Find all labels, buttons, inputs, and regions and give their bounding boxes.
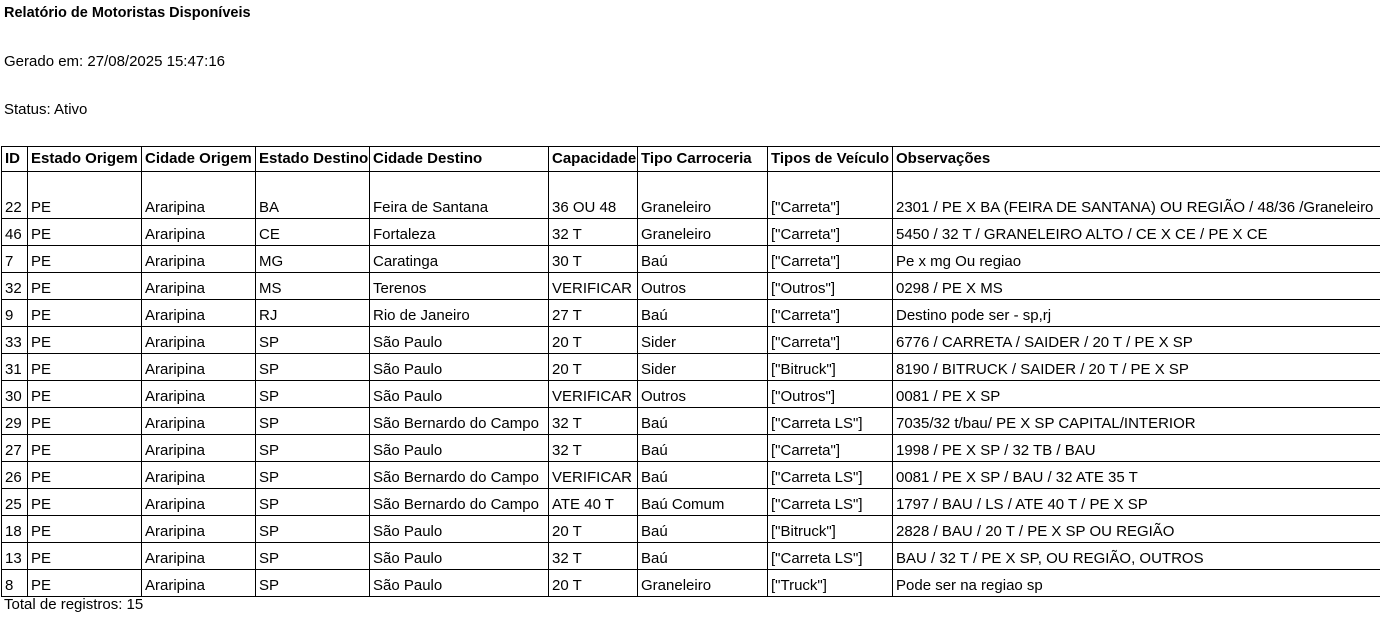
- cell-id: 18: [2, 516, 28, 543]
- header-observacoes: Observações: [893, 147, 1380, 172]
- cell-observacoes: BAU / 32 T / PE X SP, OU REGIÃO, OUTROS: [893, 543, 1380, 570]
- cell-cidade-destino: Caratinga: [370, 246, 549, 273]
- cell-estado-destino: SP: [256, 489, 370, 516]
- cell-id: 26: [2, 462, 28, 489]
- cell-tipo-carroceria: Sider: [638, 354, 768, 381]
- cell-id: 30: [2, 381, 28, 408]
- table-row: [2, 219, 1380, 246]
- cell-id: 13: [2, 543, 28, 570]
- cell-cidade-destino: São Bernardo do Campo: [370, 462, 549, 489]
- cell-id: 29: [2, 408, 28, 435]
- cell-estado-origem: PE: [28, 462, 142, 489]
- cell-tipos-veiculo: ["Carreta"]: [768, 172, 893, 219]
- cell-tipo-carroceria: Baú: [638, 408, 768, 435]
- cell-cidade-destino: São Bernardo do Campo: [370, 489, 549, 516]
- cell-id: 25: [2, 489, 28, 516]
- cell-cidade-destino: São Paulo: [370, 570, 549, 597]
- cell-tipo-carroceria: Sider: [638, 327, 768, 354]
- cell-id: 22: [2, 172, 28, 219]
- header-tipo-carroceria: Tipo Carroceria: [638, 147, 768, 172]
- cell-estado-destino: SP: [256, 354, 370, 381]
- cell-cidade-origem: Araripina: [142, 462, 256, 489]
- cell-estado-destino: MS: [256, 273, 370, 300]
- cell-estado-origem: PE: [28, 219, 142, 246]
- cell-id: 46: [2, 219, 28, 246]
- total-records: Total de registros: 15: [4, 596, 144, 613]
- cell-observacoes: 1797 / BAU / LS / ATE 40 T / PE X SP: [893, 489, 1380, 516]
- cell-capacidade: VERIFICAR: [549, 381, 638, 408]
- cell-tipos-veiculo: ["Carreta"]: [768, 219, 893, 246]
- cell-tipos-veiculo: ["Bitruck"]: [768, 354, 893, 381]
- table-row: [2, 516, 1380, 543]
- cell-estado-destino: SP: [256, 327, 370, 354]
- cell-cidade-destino: São Paulo: [370, 381, 549, 408]
- cell-estado-destino: MG: [256, 246, 370, 273]
- cell-tipos-veiculo: ["Carreta LS"]: [768, 462, 893, 489]
- table-row: [2, 246, 1380, 273]
- cell-observacoes: 0081 / PE X SP: [893, 381, 1380, 408]
- cell-tipos-veiculo: ["Truck"]: [768, 570, 893, 597]
- cell-estado-destino: SP: [256, 462, 370, 489]
- cell-estado-origem: PE: [28, 381, 142, 408]
- table-row: [2, 300, 1380, 327]
- cell-observacoes: 2301 / PE X BA (FEIRA DE SANTANA) OU REGIÃO / 48/36 /Graneleiro: [893, 172, 1380, 219]
- cell-tipo-carroceria: Baú: [638, 516, 768, 543]
- cell-tipo-carroceria: Baú: [638, 543, 768, 570]
- cell-cidade-origem: Araripina: [142, 354, 256, 381]
- cell-capacidade: 32 T: [549, 219, 638, 246]
- cell-tipos-veiculo: ["Carreta LS"]: [768, 543, 893, 570]
- table-header-row: [2, 147, 1380, 172]
- cell-observacoes: 8190 / BITRUCK / SAIDER / 20 T / PE X SP: [893, 354, 1380, 381]
- cell-cidade-origem: Araripina: [142, 408, 256, 435]
- cell-cidade-destino: São Paulo: [370, 543, 549, 570]
- drivers-table: [1, 146, 1380, 597]
- cell-cidade-destino: Feira de Santana: [370, 172, 549, 219]
- cell-observacoes: 0298 / PE X MS: [893, 273, 1380, 300]
- cell-cidade-origem: Araripina: [142, 543, 256, 570]
- cell-capacidade: 27 T: [549, 300, 638, 327]
- cell-tipo-carroceria: Outros: [638, 273, 768, 300]
- cell-tipos-veiculo: ["Carreta"]: [768, 327, 893, 354]
- cell-cidade-destino: São Bernardo do Campo: [370, 408, 549, 435]
- table-row: [2, 172, 1380, 219]
- cell-estado-destino: CE: [256, 219, 370, 246]
- table-row: [2, 462, 1380, 489]
- cell-capacidade: 32 T: [549, 543, 638, 570]
- cell-estado-destino: SP: [256, 543, 370, 570]
- cell-id: 8: [2, 570, 28, 597]
- cell-tipo-carroceria: Outros: [638, 381, 768, 408]
- cell-estado-origem: PE: [28, 408, 142, 435]
- cell-capacidade: 20 T: [549, 354, 638, 381]
- cell-id: 33: [2, 327, 28, 354]
- cell-cidade-destino: São Paulo: [370, 516, 549, 543]
- table-row: [2, 570, 1380, 597]
- cell-tipo-carroceria: Baú: [638, 435, 768, 462]
- cell-tipos-veiculo: ["Bitruck"]: [768, 516, 893, 543]
- cell-cidade-destino: Rio de Janeiro: [370, 300, 549, 327]
- cell-capacidade: 36 OU 48: [549, 172, 638, 219]
- cell-tipo-carroceria: Baú: [638, 462, 768, 489]
- cell-id: 32: [2, 273, 28, 300]
- header-capacidade: Capacidade: [549, 147, 638, 172]
- header-cidade-destino: Cidade Destino: [370, 147, 549, 172]
- cell-id: 7: [2, 246, 28, 273]
- cell-cidade-origem: Araripina: [142, 300, 256, 327]
- cell-tipos-veiculo: ["Carreta"]: [768, 246, 893, 273]
- cell-tipos-veiculo: ["Carreta LS"]: [768, 408, 893, 435]
- cell-id: 9: [2, 300, 28, 327]
- cell-tipo-carroceria: Graneleiro: [638, 219, 768, 246]
- table-row: [2, 489, 1380, 516]
- table-row: [2, 435, 1380, 462]
- header-tipos-veiculo: Tipos de Veículo: [768, 147, 893, 172]
- cell-tipos-veiculo: ["Outros"]: [768, 381, 893, 408]
- cell-tipo-carroceria: Baú: [638, 300, 768, 327]
- cell-estado-destino: SP: [256, 435, 370, 462]
- cell-cidade-destino: São Paulo: [370, 435, 549, 462]
- cell-observacoes: Pode ser na regiao sp: [893, 570, 1380, 597]
- cell-cidade-origem: Araripina: [142, 570, 256, 597]
- cell-cidade-origem: Araripina: [142, 273, 256, 300]
- cell-estado-destino: BA: [256, 172, 370, 219]
- cell-tipos-veiculo: ["Outros"]: [768, 273, 893, 300]
- cell-tipo-carroceria: Baú: [638, 246, 768, 273]
- cell-estado-origem: PE: [28, 570, 142, 597]
- cell-estado-origem: PE: [28, 273, 142, 300]
- cell-tipo-carroceria: Graneleiro: [638, 172, 768, 219]
- table-row: [2, 327, 1380, 354]
- cell-estado-destino: SP: [256, 570, 370, 597]
- cell-estado-destino: SP: [256, 381, 370, 408]
- cell-observacoes: 5450 / 32 T / GRANELEIRO ALTO / CE X CE / PE X CE: [893, 219, 1380, 246]
- header-id: ID: [2, 147, 28, 172]
- header-cidade-origem: Cidade Origem: [142, 147, 256, 172]
- cell-estado-origem: PE: [28, 516, 142, 543]
- header-estado-origem: Estado Origem: [28, 147, 142, 172]
- cell-observacoes: Destino pode ser - sp,rj: [893, 300, 1380, 327]
- cell-estado-destino: RJ: [256, 300, 370, 327]
- cell-capacidade: VERIFICAR: [549, 462, 638, 489]
- cell-tipo-carroceria: Graneleiro: [638, 570, 768, 597]
- cell-estado-destino: SP: [256, 516, 370, 543]
- cell-tipos-veiculo: ["Carreta"]: [768, 435, 893, 462]
- cell-estado-destino: SP: [256, 408, 370, 435]
- cell-cidade-destino: Fortaleza: [370, 219, 549, 246]
- cell-cidade-destino: São Paulo: [370, 354, 549, 381]
- cell-id: 31: [2, 354, 28, 381]
- cell-cidade-origem: Araripina: [142, 489, 256, 516]
- cell-capacidade: 20 T: [549, 570, 638, 597]
- cell-capacidade: 30 T: [549, 246, 638, 273]
- cell-observacoes: 6776 / CARRETA / SAIDER / 20 T / PE X SP: [893, 327, 1380, 354]
- cell-cidade-destino: Terenos: [370, 273, 549, 300]
- cell-cidade-origem: Araripina: [142, 172, 256, 219]
- cell-capacidade: ATE 40 T: [549, 489, 638, 516]
- cell-estado-origem: PE: [28, 489, 142, 516]
- cell-tipos-veiculo: ["Carreta LS"]: [768, 489, 893, 516]
- cell-observacoes: 7035/32 t/bau/ PE X SP CAPITAL/INTERIOR: [893, 408, 1380, 435]
- cell-capacidade: 20 T: [549, 516, 638, 543]
- cell-cidade-origem: Araripina: [142, 381, 256, 408]
- cell-capacidade: 32 T: [549, 408, 638, 435]
- table-row: [2, 543, 1380, 570]
- table-row: [2, 381, 1380, 408]
- cell-capacidade: 20 T: [549, 327, 638, 354]
- report-title: Relatório de Motoristas Disponíveis: [4, 5, 251, 21]
- cell-cidade-origem: Araripina: [142, 219, 256, 246]
- cell-observacoes: Pe x mg Ou regiao: [893, 246, 1380, 273]
- cell-cidade-origem: Araripina: [142, 516, 256, 543]
- cell-tipos-veiculo: ["Carreta"]: [768, 300, 893, 327]
- cell-cidade-origem: Araripina: [142, 246, 256, 273]
- cell-estado-origem: PE: [28, 172, 142, 219]
- cell-id: 27: [2, 435, 28, 462]
- cell-cidade-origem: Araripina: [142, 435, 256, 462]
- cell-capacidade: 32 T: [549, 435, 638, 462]
- generated-timestamp: Gerado em: 27/08/2025 15:47:16: [4, 53, 226, 70]
- cell-estado-origem: PE: [28, 327, 142, 354]
- cell-estado-origem: PE: [28, 435, 142, 462]
- cell-capacidade: VERIFICAR: [549, 273, 638, 300]
- cell-cidade-origem: Araripina: [142, 327, 256, 354]
- header-estado-destino: Estado Destino: [256, 147, 370, 172]
- table-row: [2, 273, 1380, 300]
- cell-observacoes: 2828 / BAU / 20 T / PE X SP OU REGIÃO: [893, 516, 1380, 543]
- cell-observacoes: 0081 / PE X SP / BAU / 32 ATE 35 T: [893, 462, 1380, 489]
- table-body: [2, 172, 1380, 597]
- cell-estado-origem: PE: [28, 543, 142, 570]
- table-row: [2, 354, 1380, 381]
- cell-estado-origem: PE: [28, 354, 142, 381]
- cell-estado-origem: PE: [28, 300, 142, 327]
- cell-tipo-carroceria: Baú Comum: [638, 489, 768, 516]
- table-row: [2, 408, 1380, 435]
- cell-cidade-destino: São Paulo: [370, 327, 549, 354]
- status-text: Status: Ativo: [4, 101, 88, 118]
- cell-observacoes: 1998 / PE X SP / 32 TB / BAU: [893, 435, 1380, 462]
- cell-estado-origem: PE: [28, 246, 142, 273]
